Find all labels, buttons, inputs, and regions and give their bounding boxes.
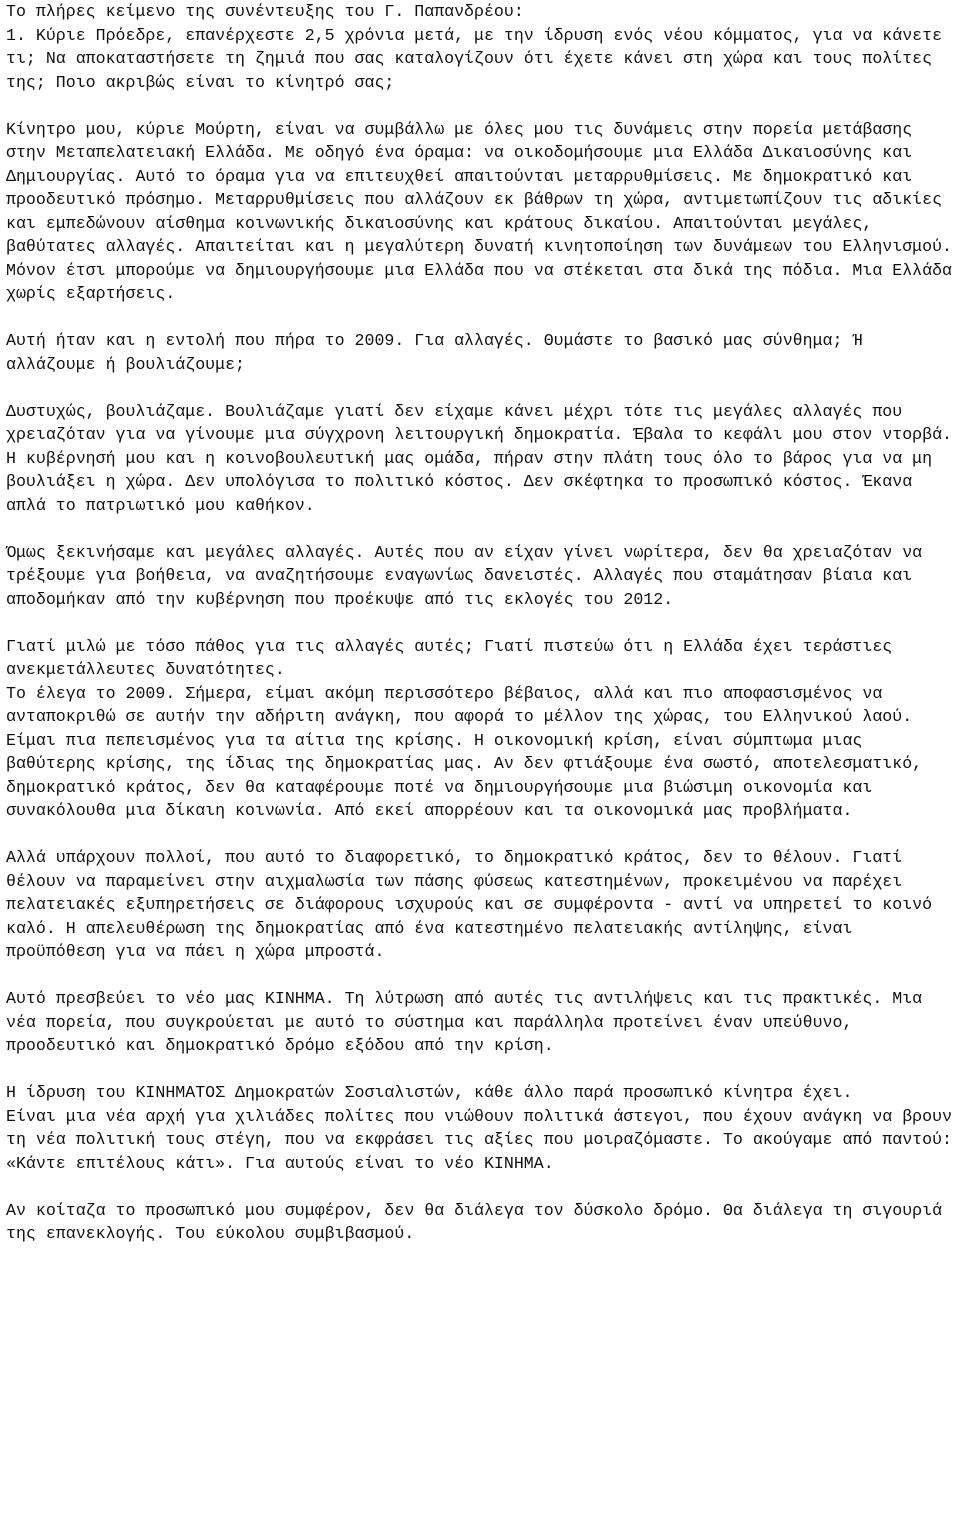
paragraph-passion: Γιατί μιλώ με τόσο πάθος για τις αλλαγές αυτές; Γιατί πιστεύω ότι η Ελλάδα έχει τεράστιες ανεκμετάλλευτες δυνατότητες. — [6, 636, 893, 679]
paragraph-new-beginning: Είναι μια νέα αρχή για χιλιάδες πολίτες που νιώθουν πολιτικά άστεγοι, που έχουν ανάγκη να βρουν τη νέα πολιτική τους στέγη, που να εκφράσει τις αξίες που μοιραζόμαστε. Το ακούγαμε από παντού: «Κάντε επιτέλους κάτι». Για αυτούς είναι το νέο ΚΙΝΗΜΑ. — [6, 1106, 952, 1173]
document-page — [6, 0, 954, 1246]
paragraph-sinking: Δυστυχώς, βουλιάζαμε. Βουλιάζαμε γιατί δεν είχαμε κάνει μέχρι τότε τις μεγάλες αλλαγές που χρειαζόταν για να γίνουμε μια σύγχρονη λειτουργική δημοκρατία. Έβαλα το κεφάλι μου στον ντορβά. Η κυβέρνησή μου και η κοινοβουλευτική μας ομάδα, πήραν στην πλάτη τους όλο το βάρος για να μη βουλιάξει η χώρα. Δεν υπολόγισα το πολιτικό κόστος. Δεν σκέφτηκα το προσωπικό κόστος. Έκανα απλά το πατριωτικό μου καθήκον. — [6, 401, 952, 515]
paragraph-answer-motive: Κίνητρο μου, κύριε Μούρτη, είναι να συμβάλλω με όλες μου τις δυνάμεις στην πορεία μετάβασης στην Μεταπελατειακή Ελλάδα. Με οδηγό ένα όραμα: να οικοδομήσουμε μια Ελλάδα Δικαιοσύνης και Δημιουργίας. Αυτό το όραμα για να επιτευχθεί απαιτούνται μεταρρυθμίσεις. Με δημοκρατικό και προοδευτικό πρόσημο. Μεταρρυθμίσεις που αλλάζουν εκ βάθρων τη χώρα, αντιμετωπίζουν τις αδικίες και εμπεδώνουν αίσθημα κοινωνικής δικαιοσύνης και κράτους δικαίου. Απαιτούνται μεγάλες, βαθύτατες αλλαγές. Απαιτείται και η μεγαλύτερη δυνατή κινητοποίηση των δυνάμεων του Ελληνισμού. Μόνον έτσι μπορούμε να δημιουργήσουμε μια Ελλάδα που να στέκεται στα δικά της πόδια. Μια Ελλάδα χωρίς εξαρτήσεις. — [6, 119, 952, 303]
paragraph-said-in-2009: Το έλεγα το 2009. Σήμερα, είμαι ακόμη περισσότερο βέβαιος, αλλά και πιο αποφασισμένος να ανταποκριθώ σε αυτήν την αδήριτη ανάγκη, που αφορά το μέλλον της χώρας, του Ελληνικού λαού. Είμαι πια πεπεισμένος για τα αίτια της κρίσης. Η οικονομική κρίση, είναι σύμπτωμα μιας βαθύτερης κρίσης, της ίδιας της δημοκρατίας μας. Αν δεν φτιάξουμε ένα σωστό, αποτελεσματικό, δημοκρατικό κράτος, δεν θα καταφέρουμε ποτέ να δημιουργήσουμε μια βιώσιμη οικονομία και συνακόλουθα μια δίκαιη κοινωνία. Από εκεί απορρέουν και τα οικονομικά μας προβλήματα. — [6, 683, 923, 820]
paragraph-mandate-2009: Αυτή ήταν και η εντολή που πήρα το 2009. Για αλλαγές. Θυμάστε το βασικό μας σύνθημα; Ή αλλάζουμε ή βουλιάζουμε; — [6, 331, 863, 374]
paragraph-question-1: 1. Κύριε Πρόεδρε, επανέρχεστε 2,5 χρόνια μετά, με την ίδρυση ενός νέου κόμματος, για να κάνετε τι; Να αποκαταστήσετε τη ζημιά που σας καταλογίζουν ότι έχετε κάνει στη χώρα και τους πολίτες της; Ποιο ακριβώς είναι το κίνητρό σας; — [6, 25, 943, 92]
paragraph-movement: Αυτό πρεσβεύει το νέο μας ΚΙΝΗΜΑ. Τη λύτρωση από αυτές τις αντιλήψεις και τις πρακτικές. Μια νέα πορεία, που συγκρούεται με αυτό το σύστημα και παράλληλα προτείνει έναν υπεύθυνο, προοδευτικό και δημοκρατικό δρόμο εξόδου από την κρίση. — [6, 989, 923, 1055]
paragraph-personal-interest: Αν κοίταζα το προσωπικό μου συμφέρον, δεν θα διάλεγα τον δύσκολο δρόμο. Θα διάλεγα τη σιγουριά της επανεκλογής. Του εύκολου συμβιβασμού. — [6, 1200, 943, 1243]
document-heading: Το πλήρες κείμενο της συνέντευξης του Γ. Παπανδρέου: — [6, 2, 524, 21]
paragraph-many-dont-want: Αλλά υπάρχουν πολλοί, που αυτό το διαφορετικό, το δημοκρατικό κράτος, δεν το θέλουν. Γιατί θέλουν να παραμείνει στην αιχμαλωσία των πάσης φύσεως κατεστημένων, προκειμένου να παρέχει πελατειακές εξυπηρετήσεις σε διάφορους ισχυρούς και σε συμφέροντα - αντί να υπηρετεί το κοινό καλό. Η απελευθέρωση της δημοκρατίας από ένα κατεστημένο πελατειακής αντίληψης, είναι προϋπόθεση για να πάει η χώρα μπροστά. — [6, 848, 933, 961]
paragraph-founding: Η ίδρυση του ΚΙΝΗΜΑΤΟΣ Δημοκρατών Σοσιαλιστών, κάθε άλλο παρά προσωπικό κίνητρα έχει. — [6, 1083, 853, 1102]
paragraph-big-changes: Όμως ξεκινήσαμε και μεγάλες αλλαγές. Αυτές που αν είχαν γίνει νωρίτερα, δεν θα χρειαζόταν να τρέξουμε για βοήθεια, να αναζητήσουμε εναγωνίως δανειστές. Αλλαγές που σταμάτησαν βίαια και αποδομήκαν από την κυβέρνηση που προέκυψε από τις εκλογές του 2012. — [6, 542, 923, 609]
